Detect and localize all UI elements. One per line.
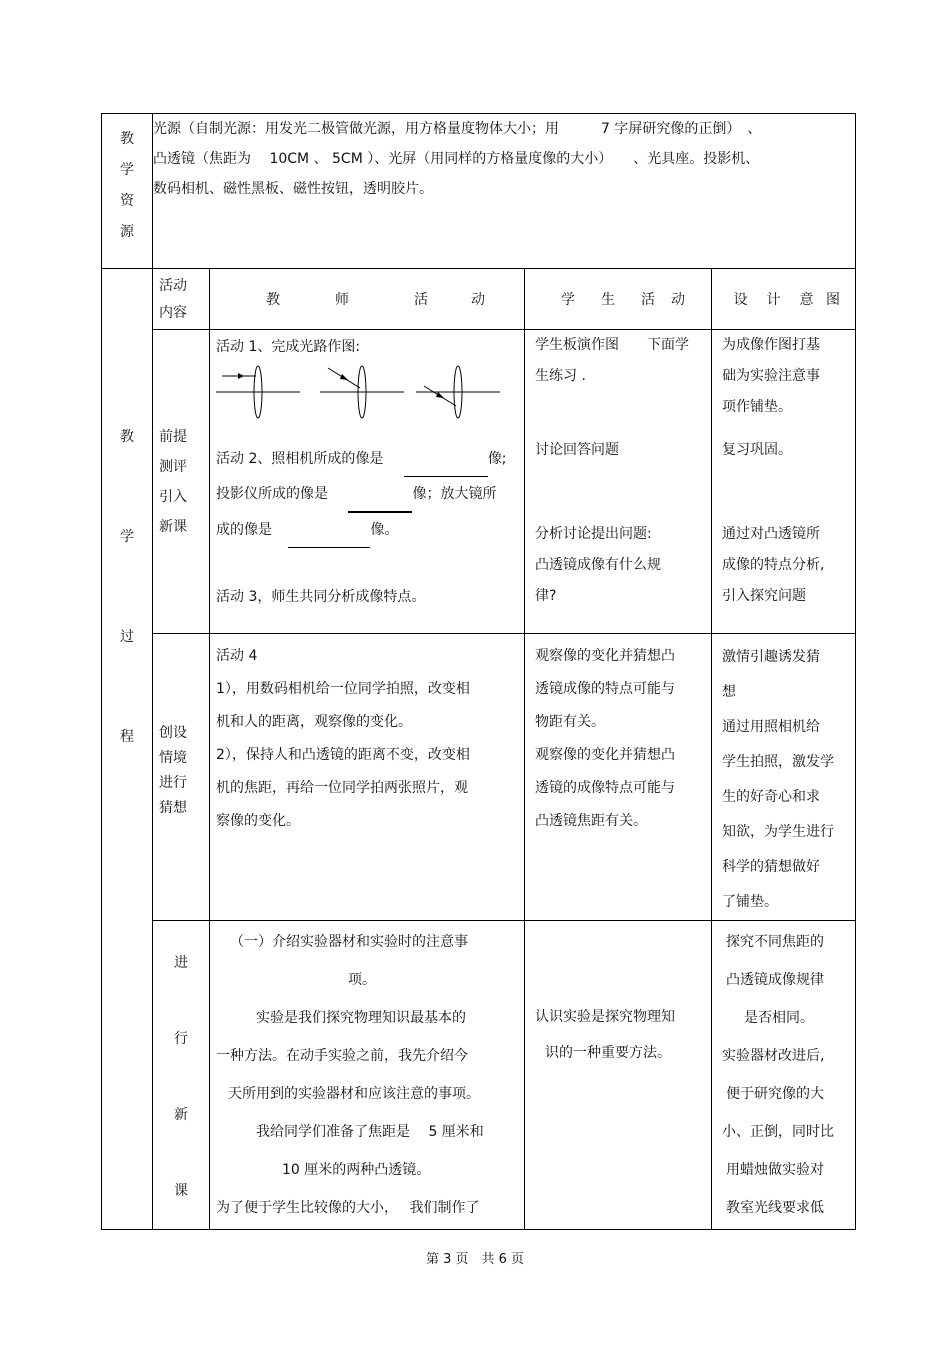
lesson-plan-table [101,113,856,1230]
row2-label-line: 创设 [159,725,187,741]
row-guess [102,634,856,921]
activity2-magnifier-suffix: 像。 [370,522,399,538]
teacher-line: 实验是我们探究物理知识最基本的 [256,1010,466,1026]
header-activity [153,269,210,330]
row1-teacher [210,330,525,634]
row1-label [153,330,210,634]
row3-label-char: 新 [174,1107,188,1123]
row3-label-char: 行 [174,1031,188,1047]
lens-diagram-1 [216,366,300,418]
student-line: 学生板演作图 下面学 [535,337,689,353]
student-line: 认识实验是探究物理知 [535,1009,675,1025]
header-student-char: 学 [561,292,575,308]
student-line: 分析讨论提出问题: [535,526,652,542]
row-preview [102,330,856,634]
header-design-char: 计 [766,292,781,308]
teacher-line: 活动 4 [216,648,258,664]
header-student-char: 活 [641,292,655,308]
row2-label-line: 情境 [159,750,187,766]
row1-label-line: 新课 [159,519,187,535]
row2-label-line: 猜想 [159,800,187,816]
activity2-text: 活动 2、照相机所成的像是 [216,451,384,467]
teacher-line: 为了便于学生比较像的大小， 我们制作了 [216,1200,480,1216]
resources-label-char: 学 [120,162,134,178]
header-design-char: 意 [799,292,814,308]
design-line: 探究不同焦距的 [726,934,824,950]
teacher-line: 我给同学们准备了焦距是 5 厘米和 [256,1124,484,1140]
student-line: 生练习 . [535,368,586,384]
row3-student [525,921,712,1230]
teacher-line: 机和人的距离，观察像的变化。 [216,714,412,730]
resources-row [102,114,856,269]
design-line: 成像的特点分析, [722,557,825,573]
design-line: 激情引趣诱发猜 [722,649,820,665]
design-line: 复习巩固。 [722,442,792,458]
design-line: 项作铺垫。 [722,399,792,415]
teacher-line: 察像的变化。 [216,813,300,829]
header-teacher-char: 师 [335,292,349,308]
design-line: 引入探究问题 [722,588,806,604]
row3-design [712,921,856,1230]
row1-student [525,330,712,634]
design-line: 用蜡烛做实验对 [726,1162,824,1178]
row-new-lesson [102,921,856,1230]
row1-label-line: 引入 [159,489,187,505]
header-design [712,269,856,330]
design-line: 小、正倒，同时比 [722,1124,834,1140]
design-line: 学生拍照，激发学 [722,754,834,770]
row3-label-char: 进 [174,955,188,971]
teacher-line: 天所用到的实验器材和应该注意的事项。 [228,1086,480,1102]
header-student-char: 生 [601,292,615,308]
resources-content [153,114,856,269]
design-line: 通过对凸透镜所 [722,526,820,542]
header-teacher [210,269,525,330]
header-student-char: 动 [671,292,685,308]
design-line: 教室光线要求低 [726,1200,824,1216]
activity2-suffix: 像; [487,451,507,467]
process-label-char: 学 [120,529,134,545]
header-teacher-char: 活 [414,292,428,308]
activity2-projector-suffix: 像；放大镜所 [412,486,497,502]
design-line: 了铺垫。 [722,894,778,910]
design-line: 生的好奇心和求 [722,789,820,805]
row1-label-line: 测评 [159,459,187,475]
header-activity-line: 活动 [159,278,187,294]
resources-line: 光源（自制光源：用发光二极管做光源，用方格量度物体大小；用 7 字屏研究像的正倒） 、 [153,121,762,137]
student-line: 识的一种重要方法。 [545,1045,671,1061]
teacher-line: 一种方法。在动手实验之前，我先介绍今 [216,1048,468,1064]
answer-blank-camera[interactable] [404,442,488,477]
answer-blank-projector[interactable] [348,477,412,513]
header-activity-line: 内容 [159,305,187,321]
student-line: 凸透镜焦距有关。 [535,813,647,829]
header-student [525,269,712,330]
header-teacher-char: 动 [471,292,485,308]
design-line: 为成像作图打基 [722,337,820,353]
row2-student [525,634,712,921]
design-line: 是否相同。 [744,1010,814,1026]
resources-label-char: 资 [120,193,134,209]
student-line: 观察像的变化并猜想凸 [535,648,675,664]
process-label [102,269,153,1230]
resources-line: 凸透镜（焦距为 10CM 、 5CM ）、光屏（用同样的方格量度像的大小） 、光具座。投影机、 [153,151,760,167]
row3-teacher [210,921,525,1230]
design-line: 实验器材改进后, [722,1048,825,1064]
teacher-line: 项。 [348,972,376,988]
resources-label [102,114,153,269]
lens-diagram-2 [320,366,404,418]
student-line: 观察像的变化并猜想凸 [535,747,675,763]
optics-diagrams [216,362,516,422]
header-design-char: 设 [733,292,748,308]
row1-label-line: 前提 [159,429,187,445]
student-line: 透镜的成像特点可能与 [535,780,675,796]
activity1-text: 活动 1、完成光路作图: [216,339,361,355]
header-design-char: 图 [826,292,841,308]
design-line: 础为实验注意事 [722,368,820,384]
student-line: 凸透镜成像有什么规 [535,557,661,573]
row1-design [712,330,856,634]
student-line: 物距有关。 [535,714,605,730]
design-line: 凸透镜成像规律 [726,972,824,988]
process-label-char: 教 [120,429,134,445]
student-line: 透镜成像的特点可能与 [535,681,675,697]
activity3-text: 活动 3，师生共同分析成像特点。 [216,589,426,605]
teacher-line: 机的焦距，再给一位同学拍两张照片，观 [216,780,468,796]
resources-line: 数码相机、磁性黑板、磁性按钮，透明胶片。 [153,181,433,197]
teacher-line: 10 厘米的两种凸透镜。 [282,1162,431,1178]
row2-teacher [210,634,525,921]
page-number: 第 3 页 共 6 页 [425,1252,525,1267]
design-line: 便于研究像的大 [726,1086,824,1102]
teacher-line: （一）介绍实验器材和实验时的注意事 [230,934,468,950]
row2-design [712,634,856,921]
student-line: 律? [535,588,557,604]
header-teacher-char: 教 [266,292,280,308]
row3-label [153,921,210,1230]
process-label-char: 程 [120,729,134,745]
row2-label [153,634,210,921]
resources-label-char: 教 [120,131,134,147]
design-line: 想 [722,684,736,700]
teacher-line: 1），用数码相机给一位同学拍照，改变相 [216,681,470,697]
answer-blank-magnifier[interactable] [288,513,370,548]
row2-label-line: 进行 [159,775,187,791]
resources-label-char: 源 [120,224,134,240]
activity2-magnifier-text: 成的像是 [216,522,272,538]
process-label-char: 过 [120,629,134,645]
design-line: 通过用照相机给 [722,719,820,735]
row3-label-char: 课 [174,1183,188,1199]
process-header-row [102,269,856,330]
design-line: 知欲，为学生进行 [722,824,834,840]
lens-diagram-3 [416,366,500,418]
design-line: 科学的猜想做好 [722,859,820,875]
activity2-projector-text: 投影仪所成的像是 [216,486,328,502]
student-line: 讨论回答问题 [535,442,619,458]
teacher-line: 2），保持人和凸透镜的距离不变，改变相 [216,747,470,763]
